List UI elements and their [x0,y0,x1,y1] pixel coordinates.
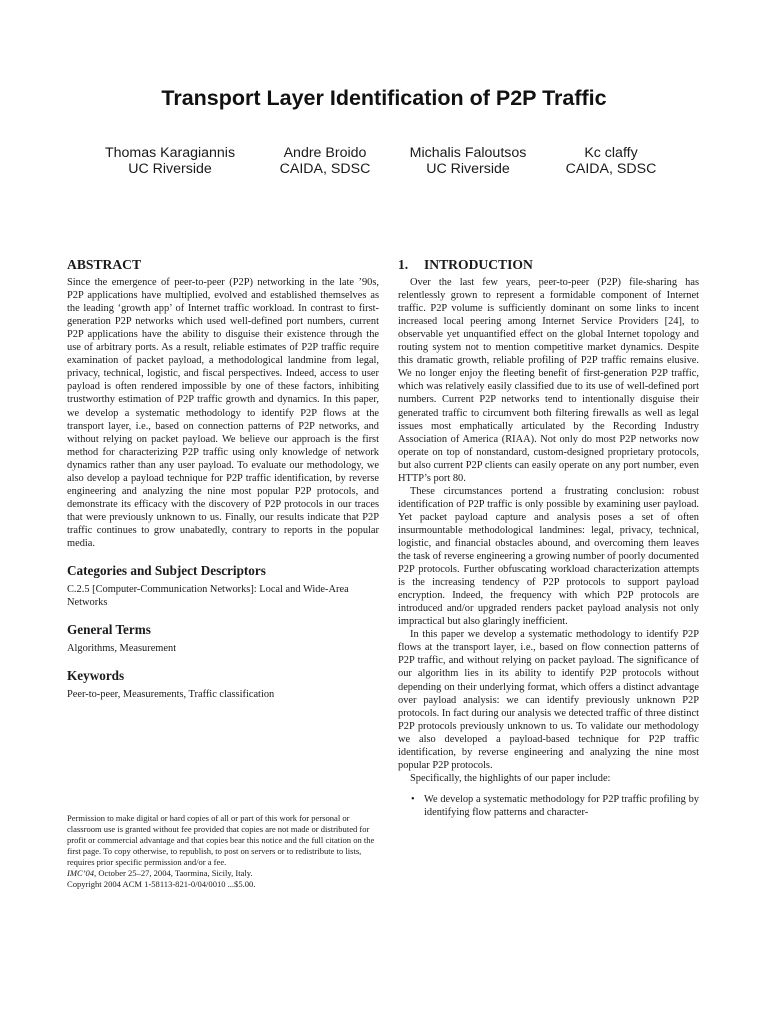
author-name: Thomas Karagiannis [104,145,236,161]
section-number: 1. [398,257,409,272]
author-block [526,146,696,177]
author-name: Kc claffy [584,145,638,161]
author-affiliation: UC Riverside [128,160,212,177]
section-title: INTRODUCTION [424,257,533,272]
abstract-text: Since the emergence of peer-to-peer (P2P) networking in the late ’90s, P2P applications have multiplied, evolved and established themselves as the leading ‘growth app’ of Internet traffic workload. In contrast to first-generation P2P networks which used well-defined port numbers, current P2P applications have the ability to disguise their existence through the use of arbitrary ports. As a result, reliable estimates of P2P traffic require examination of packet payload, a methodological landmine from legal, privacy, technical, logistic, and fiscal perspectives. Indeed, access to user payload is often rendered impossible by one of these factors, inhibiting trustworthy estimation of P2P traffic growth and dynamics. In this paper, we develop a systematic methodology to identify P2P flows at the transport layer, i.e., based on connection patterns of P2P networks, and without relying on packet payload. We believe our approach is the first method for characterizing P2P traffic using only knowledge of network dynamics rather than any user payload. To evaluate our methodology, we also develop a payload technique for P2P traffic identification, by reverse engineering and analyzing the nine most popular P2P protocols, and demonstrate its efficacy with the discovery of P2P protocols in our traces that were previously unknown to us. Finally, our results indicate that P2P traffic continues to grow unabatedly, contrary to reports in the popular media. [67,277,379,549]
highlights-list [398,793,699,819]
abstract-heading: ABSTRACT [67,257,142,272]
general-terms-heading: General Terms [67,622,151,638]
general-terms-text: Algorithms, Measurement [67,643,177,655]
author-affiliation: CAIDA, SDSC [565,160,657,177]
permission-text: Permission to make digital or hard copies of all or part of this work for personal or classroom use is granted without fee provided that copies are not made or distributed for profit or commercial advantage and that copies bear this notice and the full citation on the first page. To copy otherwise, to republish, to post on servers or to redistribute to lists, requires prior specific permission and/or a fee. [67,813,375,868]
author-name: Andre Broido [283,145,367,161]
intro-paragraph: Specifically, the highlights of our paper include: [410,772,611,784]
conference-details: October 25–27, 2004, Taormina, Sicily, Italy. [96,868,253,879]
author-affiliation: CAIDA, SDSC [279,160,371,177]
intro-paragraph: Over the last few years, peer-to-peer (P2P) file-sharing has relentlessly grown to represent a formidable component of Internet traffic. P2P volume is sufficiently dominant on some links to incent increased local peering among Internet Service Providers [24], to observable yet unquantified effect on the global Internet topology and routing system not to mention competitive market dynamics. Despite this dramatic growth, reliable profiling of P2P traffic remains elusive. We no longer enjoy the fleeting benefit of first-generation P2P traffic, which was relatively easily classified due to its use of well-defined port numbers. Current P2P networks tend to intentionally disguise their generated traffic to circumvent both filtering firewalls as well as legal issues most emphatically articulated by the Recording Industry Association of America (RIAA). Not only do most P2P networks now operate on top of nonstandard, custom-designed proprietary protocols, but also current P2P clients can easily operate on any port number, even HTTP’s port 80. [398,277,699,484]
author-block [85,146,255,177]
keywords-text: Peer-to-peer, Measurements, Traffic classification [67,689,275,701]
right-column [398,258,699,819]
author-affiliation: UC Riverside [426,160,510,177]
list-item-text: We develop a systematic methodology for P2P traffic profiling by identifying flow patterns and character- [424,793,699,818]
intro-paragraph: In this paper we develop a systematic methodology to identify P2P flows at the transport layer, i.e., based on flow connection patterns of P2P traffic, and without relying on packet payload. The significance of our algorithm lies in its ability to identify P2P protocols without depending on their underlying format, which offers a distinct advantage over payload analysis: we can identify previously unknown P2P protocols. In fact during our analysis we detected traffic of three distinct P2P protocols previously unknown to us. To validate our methodology we also developed a payload-based technique for P2P traffic identification, by reverse engineering and analyzing the nine most popular P2P protocols. [398,629,699,771]
introduction-heading [398,258,699,271]
intro-paragraph: These circumstances portend a frustrating conclusion: robust identification of P2P traffic is only possible by examining user payload. Yet packet payload capture and analysis poses a set of often insurmountable methodological landmines: legal, privacy, technical, logistic, and financial obstacles abound, and overcoming them leaves the task of reverse engineering a growing number of poorly documented P2P protocols. Further obfuscating workload characterization attempts is the increasing tendency of P2P protocols to support payload encryption. Indeed, the frequency with which P2P protocols are introduced and/or upgraded renders packet payload analysis not only impractical but also glaringly inefficient. [398,485,699,628]
categories-text: C.2.5 [Computer-Communication Networks]: Local and Wide-Area Networks [67,584,349,609]
categories-heading: Categories and Subject Descriptors [67,563,266,579]
copyright-line: Copyright 2004 ACM 1-58113-821-0/04/0010 ...$5.00. [67,879,256,890]
author-name: Michalis Faloutsos [409,145,527,161]
conference-line [67,868,379,879]
left-column [67,258,379,701]
list-item [398,793,699,819]
bullet-icon: • [411,793,415,805]
keywords-heading: Keywords [67,668,125,684]
paper-title: Transport Layer Identification of P2P Traffic [161,86,607,110]
conference-name: IMC’04, [67,868,97,879]
permission-notice [67,813,379,890]
